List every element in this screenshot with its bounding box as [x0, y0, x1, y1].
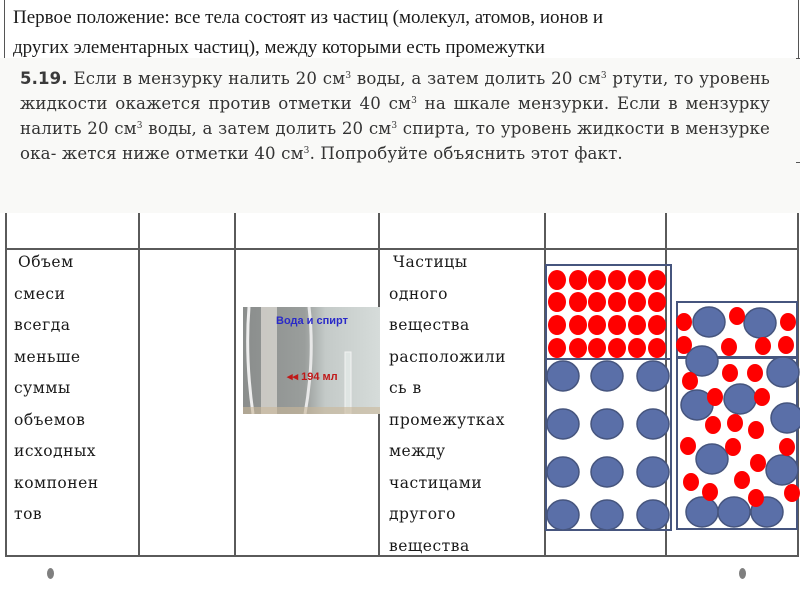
- problem-text-segment: воды, а затем долить: [351, 69, 546, 88]
- text-line: одного: [389, 284, 448, 303]
- superscript: 3: [600, 71, 607, 81]
- problem-text-segment: жется ниже отметки 40 см: [61, 144, 304, 163]
- text-line: смеси: [14, 284, 66, 303]
- divider-tick: [796, 58, 800, 59]
- problem-text-segment: ртути, то уровень жидкости окажется против отметки: [20, 69, 770, 113]
- text-line: вещества: [389, 536, 470, 555]
- header-line-2: других элементарных частиц), между которыми есть промежутки: [13, 37, 545, 58]
- superscript: 3: [391, 121, 398, 131]
- problem-text-segment: воды, а: [142, 119, 213, 138]
- superscript: 3: [303, 146, 310, 156]
- problem-text-segment: Если в мензурку налить 20 см: [73, 69, 346, 88]
- text-line: вещества: [389, 316, 470, 334]
- problem-text: [20, 66, 770, 166]
- problem-text-segment: 40 см: [359, 94, 412, 113]
- text-line: Объем: [18, 253, 74, 271]
- photo-label-volume: ◂◂ 194 мл: [287, 371, 338, 383]
- text-line: меньше: [14, 347, 81, 366]
- superscript: 3: [411, 96, 417, 106]
- text-line: тов: [14, 505, 43, 523]
- table-border: [138, 213, 140, 557]
- text-line: промежутках: [389, 410, 505, 429]
- problem-text-segment: на шкале мензурки. Если в мензурку налить 20 см: [20, 94, 770, 138]
- cell-conclusion: [14, 247, 134, 531]
- problem-number: 5.19.: [20, 69, 68, 88]
- header-line-1: Первое положение: все тела состоят из частиц (молекул, атомов, ионов и: [13, 7, 604, 28]
- photo-label-water-alcohol: Вода и спирт: [276, 315, 348, 327]
- comparison-table: [5, 213, 799, 557]
- problem-5-19: [0, 58, 800, 213]
- cell-explanation: [389, 247, 539, 562]
- table-border: [5, 213, 7, 557]
- text-line: между: [389, 442, 446, 460]
- slide-marker-dot: [47, 568, 54, 579]
- text-line: всегда: [14, 316, 71, 334]
- text-line: объемов: [14, 410, 86, 429]
- table-border: [797, 213, 799, 557]
- text-line: суммы: [14, 379, 71, 397]
- text-line: исходных: [14, 442, 97, 460]
- divider-tick: [796, 162, 800, 163]
- table-border: [544, 213, 546, 557]
- text-line: Частицы: [393, 253, 468, 271]
- table-border: [234, 213, 236, 557]
- text-line: другого: [389, 505, 456, 523]
- problem-text-segment: затем долить 20 см: [218, 119, 392, 138]
- text-line: компонен: [14, 473, 99, 492]
- text-line: частицами: [389, 473, 483, 492]
- table-border: [665, 213, 667, 557]
- superscript: 3: [136, 121, 143, 131]
- slide-marker-dot: [739, 568, 746, 579]
- problem-text-segment: 20 см: [551, 69, 601, 88]
- header-statement: [4, 0, 799, 58]
- text-line: расположили: [389, 347, 506, 366]
- text-line: сь в: [389, 379, 422, 397]
- superscript: 3: [345, 71, 352, 81]
- problem-text-segment: спирта, то уровень жидкости в мензурке ока-: [20, 119, 770, 163]
- experiment-photo: [243, 307, 380, 414]
- problem-text-segment: . Попробуйте объяснить этот факт.: [309, 144, 623, 163]
